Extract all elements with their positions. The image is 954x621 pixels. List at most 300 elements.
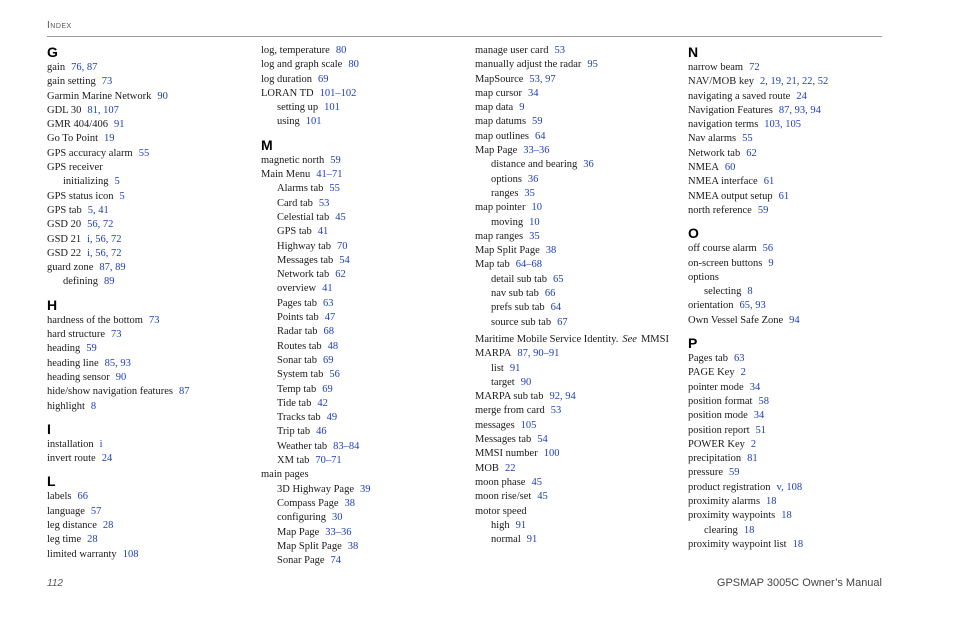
- page-link[interactable]: 35: [524, 187, 535, 199]
- page-link[interactable]: 70: [336, 240, 348, 252]
- index-term: log, temperature: [261, 45, 330, 56]
- page-link[interactable]: 94: [789, 314, 800, 326]
- index-entry: [47, 342, 257, 356]
- page-link[interactable]: 58: [758, 395, 769, 407]
- page-link[interactable]: 54: [339, 254, 350, 266]
- index-term: narrow beam: [688, 62, 744, 73]
- page-link[interactable]: 69: [322, 383, 333, 395]
- index-entry: [47, 533, 257, 547]
- index-term: invert route: [47, 453, 96, 465]
- index-entry: [261, 468, 471, 482]
- index-term: proximity waypoint list: [688, 538, 787, 550]
- index-subentry: [475, 519, 685, 533]
- page-link[interactable]: 56: [762, 243, 774, 255]
- page-link[interactable]: 36: [583, 159, 594, 171]
- page-link[interactable]: 24: [101, 453, 113, 465]
- page-link[interactable]: 38: [545, 245, 557, 257]
- page-link[interactable]: 100: [543, 448, 560, 460]
- page-link[interactable]: 34: [749, 381, 761, 393]
- index-section-letter: I: [47, 420, 51, 437]
- page-link[interactable]: 2: [740, 367, 746, 379]
- page-link[interactable]: 67: [557, 316, 568, 328]
- index-entry: [47, 438, 257, 452]
- index-entry: [688, 204, 898, 218]
- page-link[interactable]: 59: [532, 116, 543, 128]
- index-term: hardness of the bottom: [47, 314, 143, 326]
- page-link[interactable]: 9: [768, 257, 774, 269]
- page-link[interactable]: 59: [729, 467, 740, 479]
- index-subentry: [688, 285, 898, 299]
- page-link[interactable]: 55: [742, 133, 753, 145]
- page-link[interactable]: 62: [335, 269, 346, 281]
- page-link[interactable]: 34: [753, 410, 765, 422]
- index-entry: [475, 44, 685, 58]
- page-link[interactable]: 53, 97: [529, 73, 556, 85]
- page-link[interactable]: 5: [119, 190, 125, 202]
- page-link[interactable]: 35: [529, 230, 540, 242]
- index-subentry: [688, 524, 898, 538]
- page-link[interactable]: 8: [747, 286, 753, 298]
- page-link[interactable]: 49: [326, 412, 338, 424]
- index-term: leg distance: [47, 520, 97, 532]
- page-link[interactable]: 24: [796, 90, 807, 102]
- page-link[interactable]: 5, 41: [87, 204, 109, 216]
- page-link[interactable]: 64: [534, 130, 546, 142]
- page-link[interactable]: 60: [724, 162, 736, 174]
- page-link[interactable]: 48: [327, 340, 339, 352]
- page-link[interactable]: 90: [157, 90, 168, 102]
- page-link[interactable]: 103, 105: [764, 119, 802, 131]
- page-link[interactable]: 45: [335, 211, 346, 223]
- index-entry: [688, 257, 898, 271]
- page-link[interactable]: 19: [104, 133, 115, 145]
- page-link[interactable]: 18: [743, 524, 755, 536]
- index-entry: [688, 147, 898, 161]
- index-entry: [475, 87, 685, 101]
- index-term: options: [491, 173, 522, 185]
- page-link[interactable]: 101: [324, 102, 340, 114]
- page-link[interactable]: 65: [553, 273, 564, 285]
- index-entry: [47, 233, 257, 247]
- page-link[interactable]: 66: [77, 491, 88, 503]
- index-term: GSD 21: [47, 233, 82, 245]
- index-term: Own Vessel Safe Zone: [688, 314, 784, 326]
- page-link[interactable]: 53: [550, 405, 562, 417]
- index-entry: [688, 466, 898, 480]
- index-term: overview: [277, 283, 317, 295]
- page-link[interactable]: 18: [766, 496, 777, 508]
- index-term: GPS status icon: [47, 190, 114, 202]
- index-entry: [47, 118, 257, 132]
- page-link[interactable]: 90: [520, 376, 532, 388]
- index-subentry: [261, 554, 471, 568]
- index-entry: [261, 168, 471, 182]
- index-term: NMEA: [688, 162, 719, 174]
- manual-title: GPSMAP 3005C Owner’s Manual: [716, 577, 882, 589]
- index-subentry: [261, 397, 471, 411]
- page-link[interactable]: 73: [101, 76, 113, 88]
- page-link[interactable]: 81, 107: [87, 104, 119, 116]
- index-term: Pages tab: [688, 353, 728, 365]
- page-link[interactable]: 55: [329, 183, 340, 195]
- index-entry: [47, 452, 257, 466]
- page-link[interactable]: 66: [544, 288, 556, 300]
- page-link[interactable]: 72: [749, 62, 760, 73]
- index-entry: [475, 130, 685, 144]
- index-term: Points tab: [277, 312, 319, 324]
- page-link[interactable]: 70–71: [315, 455, 342, 467]
- index-subentry: [47, 275, 257, 289]
- index-term: heading sensor: [47, 371, 110, 383]
- index-entry: [475, 505, 685, 519]
- page-link[interactable]: 57: [90, 505, 102, 517]
- page-link[interactable]: 59: [330, 154, 341, 166]
- index-subentry: [261, 197, 471, 211]
- index-entry: [475, 73, 685, 87]
- index-entry: [475, 390, 685, 404]
- page-link[interactable]: 91: [515, 519, 527, 531]
- index-entry: [475, 144, 685, 158]
- see-reference: See: [622, 333, 637, 345]
- index-entry: [688, 481, 898, 495]
- index-subentry: [261, 115, 471, 129]
- page-link[interactable]: 18: [792, 538, 804, 550]
- page-link[interactable]: i: [99, 438, 103, 450]
- index-term: Map Split Page: [277, 540, 342, 552]
- index-subentry: [475, 376, 685, 390]
- page-link[interactable]: 36: [527, 173, 539, 185]
- index-term: installation: [47, 438, 94, 450]
- index-term: highlight: [47, 400, 85, 412]
- index-entry: [47, 385, 257, 399]
- index-term: merge from card: [475, 405, 545, 417]
- index-subentry: [261, 254, 471, 268]
- index-term: NMEA interface: [688, 176, 758, 188]
- page-link[interactable]: 83–84: [333, 440, 360, 452]
- index-term: precipitation: [688, 453, 742, 465]
- page-link[interactable]: 41: [322, 283, 333, 295]
- index-term: GDL 30: [47, 104, 82, 116]
- index-term: position format: [688, 395, 753, 407]
- page-link[interactable]: 54: [537, 434, 548, 446]
- index-entry: [688, 61, 898, 75]
- page-link[interactable]: 63: [733, 353, 745, 365]
- index-term: GPS tab: [277, 226, 312, 238]
- page-link[interactable]: 73: [148, 314, 160, 326]
- index-term: position report: [688, 424, 750, 436]
- index-term: Nav alarms: [688, 133, 737, 145]
- index-term: limited warranty: [47, 548, 117, 560]
- page-link[interactable]: 81: [747, 453, 758, 465]
- index-term: distance and bearing: [491, 159, 578, 171]
- page-link[interactable]: 76, 87: [71, 62, 98, 73]
- index-term: Map Split Page: [475, 245, 540, 257]
- page-link[interactable]: 92, 94: [549, 391, 576, 403]
- index-section-letter: L: [47, 473, 56, 490]
- index-entry: [475, 230, 685, 244]
- index-entry: [475, 201, 685, 215]
- index-subentry: [261, 240, 471, 254]
- page-link[interactable]: 41: [317, 226, 329, 238]
- index-entry: [475, 115, 685, 129]
- index-entry: [688, 424, 898, 438]
- index-term: POWER Key: [688, 438, 745, 450]
- index-term: navigating a saved route: [688, 90, 791, 102]
- index-subentry: [261, 354, 471, 368]
- index-term: map pointer: [475, 202, 526, 214]
- page-link[interactable]: 55: [138, 147, 150, 159]
- index-term: guard zone: [47, 262, 94, 274]
- index-term: Compass Page: [277, 497, 339, 509]
- index-entry: [47, 505, 257, 519]
- index-term: LORAN TD: [261, 87, 314, 99]
- page-link[interactable]: 39: [360, 483, 371, 495]
- page-link[interactable]: 87, 90–91: [517, 348, 560, 360]
- index-entry: [261, 73, 471, 87]
- index-term: moon phase: [475, 476, 526, 488]
- page-link[interactable]: 8: [90, 400, 97, 412]
- index-entry: [47, 400, 257, 414]
- page-link[interactable]: 10: [531, 202, 542, 214]
- index-term: moon rise/set: [475, 491, 532, 503]
- index-entry: [688, 452, 898, 466]
- index-entry: [47, 519, 257, 533]
- index-entry: [47, 357, 257, 371]
- page-link[interactable]: 41–71: [316, 169, 343, 181]
- index-subentry: [261, 311, 471, 325]
- index-section-letter: H: [47, 296, 58, 313]
- index-term: orientation: [688, 300, 734, 312]
- page-link[interactable]: 65, 93: [739, 300, 766, 312]
- page-link[interactable]: 5: [114, 176, 120, 188]
- index-term: north reference: [688, 204, 752, 216]
- index-term: Sonar tab: [277, 354, 317, 366]
- page-link[interactable]: 63: [322, 297, 334, 309]
- index-entry: [475, 404, 685, 418]
- index-term: System tab: [277, 369, 324, 381]
- index-entry: [47, 147, 257, 161]
- page-link[interactable]: 46: [316, 426, 327, 438]
- index-term: manage user card: [475, 45, 549, 56]
- index-term: MOB: [475, 462, 499, 474]
- page-link[interactable]: 47: [324, 312, 336, 324]
- index-term: manually adjust the radar: [475, 59, 582, 71]
- index-term: Highway tab: [277, 240, 331, 252]
- page-link[interactable]: 53: [554, 45, 565, 56]
- index-term: hide/show navigation features: [47, 386, 173, 398]
- index-subentry: [261, 425, 471, 439]
- index-entry: [688, 381, 898, 395]
- index-term: MARPA: [475, 348, 512, 360]
- index-entry: [47, 371, 257, 385]
- page-link[interactable]: i, 56, 72: [87, 247, 122, 259]
- page-link[interactable]: 91: [113, 119, 125, 131]
- page-link[interactable]: 80: [348, 59, 359, 71]
- page-link[interactable]: 28: [102, 520, 114, 532]
- index-subentry: [261, 182, 471, 196]
- page-link[interactable]: 105: [520, 419, 537, 431]
- index-term: main pages: [261, 469, 309, 481]
- page-link[interactable]: 64–68: [515, 259, 542, 271]
- page-link[interactable]: 53: [318, 197, 330, 209]
- index-term: leg time: [47, 534, 82, 546]
- index-entry: [47, 104, 257, 118]
- index-entry: [475, 447, 685, 461]
- index-entry: [688, 242, 898, 256]
- index-term: MARPA sub tab: [475, 391, 544, 403]
- page-link[interactable]: 74: [330, 555, 342, 567]
- index-section-letter: G: [47, 44, 58, 60]
- index-entry: [688, 90, 898, 104]
- index-entry: [261, 154, 471, 168]
- page-link[interactable]: 95: [587, 59, 598, 71]
- index-section-letter: O: [688, 225, 699, 242]
- index-term: MapSource: [475, 73, 524, 85]
- index-term: MMSI number: [475, 448, 538, 460]
- index-term: defining: [63, 276, 98, 288]
- index-entry: [475, 258, 685, 272]
- page-link[interactable]: 91: [509, 362, 521, 374]
- page-link[interactable]: 90: [115, 371, 127, 383]
- page-link[interactable]: 56, 72: [87, 219, 114, 231]
- page-link[interactable]: 62: [746, 147, 757, 159]
- index-term: navigation terms: [688, 119, 759, 131]
- index-entry: [688, 132, 898, 146]
- index-term: target: [491, 376, 515, 388]
- page-link[interactable]: 28: [87, 534, 98, 546]
- running-head: Index: [47, 20, 72, 31]
- page-link[interactable]: 101: [305, 116, 322, 128]
- page-link[interactable]: 45: [531, 476, 542, 488]
- page-link[interactable]: 30: [332, 512, 343, 524]
- page-link[interactable]: 101–102: [319, 87, 357, 99]
- index-term: language: [47, 505, 85, 517]
- index-entry: [475, 476, 685, 490]
- page-link[interactable]: v, 108: [776, 481, 803, 493]
- index-entry: [475, 333, 685, 347]
- page-link[interactable]: 59: [86, 343, 97, 355]
- page-link[interactable]: 64: [550, 302, 562, 314]
- index-subentry: [261, 368, 471, 382]
- index-term: setting up: [277, 102, 319, 114]
- index-column-2: [261, 44, 471, 568]
- page-link[interactable]: 85, 93: [104, 357, 131, 369]
- index-term: Alarms tab: [277, 183, 324, 195]
- index-term: NMEA output setup: [688, 190, 773, 202]
- page-link[interactable]: 38: [347, 540, 359, 552]
- index-term: gain setting: [47, 76, 96, 88]
- page-link[interactable]: 22: [504, 462, 516, 474]
- index-term: map outlines: [475, 130, 529, 142]
- page-link[interactable]: 33–36: [523, 145, 550, 157]
- index-term: Main Menu: [261, 169, 311, 181]
- index-entry: [47, 328, 257, 342]
- page-link[interactable]: 2, 19, 21, 22, 52: [760, 76, 829, 88]
- index-term: log duration: [261, 73, 313, 85]
- index-term: off course alarm: [688, 243, 757, 255]
- index-entry: [475, 419, 685, 433]
- page-link[interactable]: 87, 93, 94: [778, 104, 821, 116]
- index-subentry: [475, 158, 685, 172]
- index-term: Temp tab: [277, 383, 317, 395]
- page-link[interactable]: 69: [318, 73, 329, 85]
- page-link[interactable]: 61: [778, 190, 790, 202]
- page-link[interactable]: 18: [781, 510, 792, 522]
- page-link[interactable]: 9: [519, 102, 525, 114]
- index-term: log and graph scale: [261, 59, 343, 71]
- index-term: position mode: [688, 410, 748, 422]
- index-subentry: [261, 101, 471, 115]
- page-link[interactable]: 69: [322, 354, 334, 366]
- index-term: labels: [47, 491, 72, 503]
- page-link[interactable]: 10: [529, 216, 540, 228]
- page-link[interactable]: 51: [755, 424, 767, 436]
- index-subentry: [475, 362, 685, 376]
- index-entry: [688, 190, 898, 204]
- index-section-letter: M: [261, 136, 273, 153]
- index-term: moving: [491, 216, 524, 228]
- index-entry: [475, 244, 685, 258]
- index-entry: [47, 61, 257, 75]
- index-entry: [47, 218, 257, 232]
- index-term: Radar tab: [277, 326, 318, 338]
- page-link[interactable]: 89: [104, 276, 115, 288]
- index-entry: [475, 462, 685, 476]
- page-link[interactable]: 2: [750, 438, 757, 450]
- index-entry: [47, 261, 257, 275]
- index-entry: [688, 104, 898, 118]
- page-link[interactable]: 45: [537, 491, 548, 503]
- index-subentry: [261, 211, 471, 225]
- index-term: clearing: [704, 524, 738, 536]
- index-section-letter: N: [688, 44, 699, 60]
- page-link[interactable]: 68: [323, 326, 335, 338]
- page-link[interactable]: 34: [527, 87, 539, 99]
- page-link[interactable]: 59: [757, 204, 769, 216]
- page-link[interactable]: 87: [178, 386, 190, 398]
- page-link[interactable]: 108: [122, 548, 139, 560]
- index-entry: [261, 58, 471, 72]
- index-term: Go To Point: [47, 133, 98, 145]
- index-term: PAGE Key: [688, 367, 735, 379]
- index-entry: [688, 538, 898, 552]
- page-link[interactable]: 73: [111, 329, 122, 341]
- page-link[interactable]: 42: [317, 397, 328, 409]
- index-entry: [261, 44, 471, 58]
- index-term: normal: [491, 534, 521, 546]
- page-link[interactable]: 61: [763, 176, 775, 188]
- index-subentry: [475, 316, 685, 330]
- page-link[interactable]: i, 56, 72: [87, 233, 122, 245]
- page-link[interactable]: 56: [329, 369, 340, 381]
- index-entry: [688, 161, 898, 175]
- page-link[interactable]: 87, 89: [99, 262, 126, 274]
- index-entry: [47, 247, 257, 261]
- page-number: 112: [47, 578, 63, 589]
- index-column-1: [47, 44, 257, 562]
- index-subentry: [261, 526, 471, 540]
- index-column-4: [688, 44, 898, 552]
- page-link[interactable]: 38: [344, 497, 356, 509]
- index-subentry: [261, 540, 471, 554]
- index-subentry: [261, 225, 471, 239]
- page-link[interactable]: 91: [526, 534, 538, 546]
- page-link[interactable]: 33–36: [325, 526, 352, 538]
- index-term: Sonar Page: [277, 555, 325, 567]
- index-term: messages: [475, 419, 515, 431]
- index-subentry: [475, 533, 685, 547]
- page-link[interactable]: 80: [335, 45, 347, 56]
